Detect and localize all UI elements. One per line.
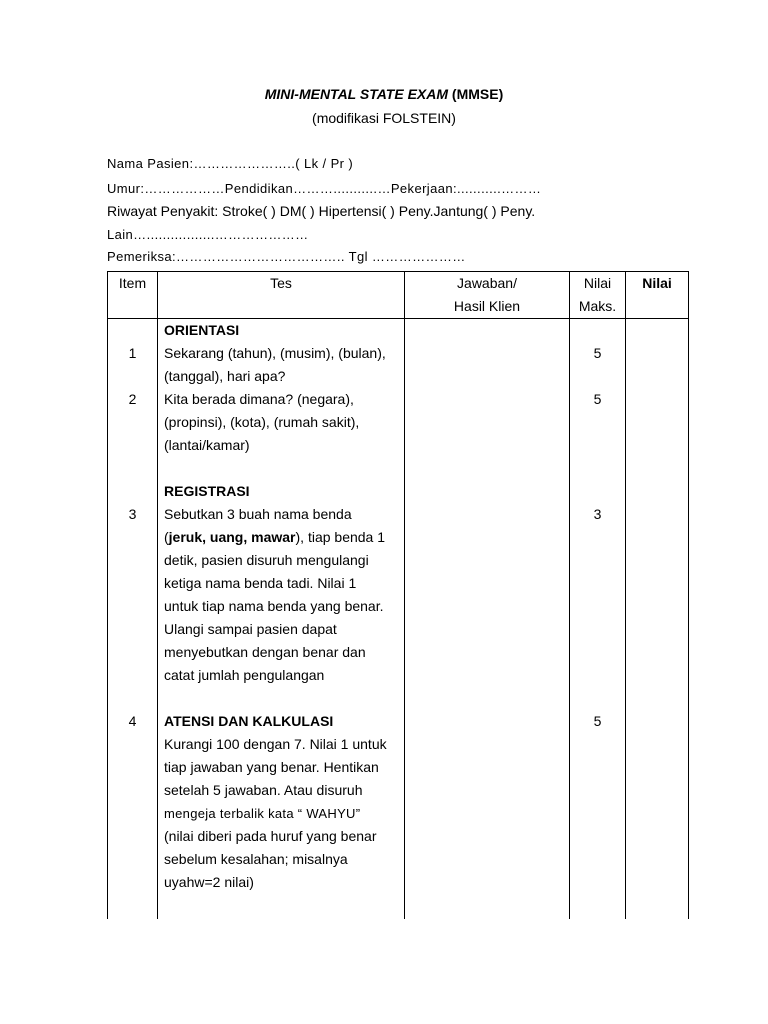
lain-line: Lain….................………………… [107,227,309,242]
header-jawaban: Jawaban/ Hasil Klien [405,272,570,319]
umur-line: Umur:………………Pendidikan………...........…Pekerjaan:...........……… [107,181,542,196]
header-nilai-maks: Nilai Maks. [570,272,626,319]
test-line: detik, pasien disuruh mengulangi [164,552,369,568]
test-line: (jeruk, uang, mawar), tiap benda 1 [164,529,386,545]
test-line: Ulangi sampai pasien dapat [164,621,337,637]
test-line: menyebutkan dengan benar dan [164,644,366,660]
header-nilai: Nilai [626,272,689,319]
item-number: 2 [128,391,137,407]
table-row [108,319,689,920]
test-line: (propinsi), (kota), (rumah sakit), [164,414,360,430]
item-column [108,319,158,920]
test-line: setelah 5 jawaban. Atau disuruh [164,782,363,798]
document-title [0,86,768,102]
section-orientasi: ORIENTASI [164,322,240,338]
test-line: ketiga nama benda tadi. Nilai 1 [164,575,357,591]
nilai-column[interactable] [626,319,689,920]
table-header-row [108,272,689,319]
test-line: Kita berada dimana? (negara), [164,391,354,407]
test-line: sebelum kesalahan; misalnya [164,851,348,867]
max-score: 5 [593,345,602,361]
item-number: 3 [128,506,137,522]
item-number: 4 [128,713,137,729]
test-line: (tanggal), hari apa? [164,368,286,384]
test-line: mengeja terbalik kata “ WAHYU” [164,806,361,821]
test-line: Sebutkan 3 buah nama benda [164,506,352,522]
document-subtitle: (modifikasi FOLSTEIN) [312,110,456,126]
title-rest: (MMSE) [448,86,504,102]
test-line: uyahw=2 nilai) [164,874,254,890]
tes-column [158,319,405,920]
riwayat-penyakit-line: Riwayat Penyakit: Stroke( ) DM( ) Hipertensi( ) Peny.Jantung( ) Peny. [107,203,536,219]
test-line: Sekarang (tahun), (musim), (bulan), [164,345,386,361]
test-line: (lantai/kamar) [164,437,250,453]
benda-list: jeruk, uang, mawar [168,529,296,545]
jawaban-column[interactable] [405,319,570,920]
header-item: Item [108,272,158,319]
test-line: untuk tiap nama benda yang benar. [164,598,384,614]
test-line: tiap jawaban yang benar. Hentikan [164,759,379,775]
header-tes: Tes [158,272,405,319]
mmse-table [107,271,689,919]
section-registrasi: REGISTRASI [164,483,250,499]
pemeriksa-line: Pemeriksa:……………………………….. Tgl ………………… [107,249,466,264]
test-line: (nilai diberi pada huruf yang benar [164,828,377,844]
max-score: 3 [593,506,602,522]
test-line: catat jumlah pengulangan [164,667,325,683]
max-score: 5 [593,391,602,407]
nama-pasien-line: Nama Pasien:…………………..( Lk / Pr ) [107,156,354,171]
section-atensi: ATENSI DAN KALKULASI [164,713,334,729]
max-score: 5 [593,713,602,729]
test-line: Kurangi 100 dengan 7. Nilai 1 untuk [164,736,387,752]
title-italic: MINI-MENTAL STATE EXAM [264,86,449,102]
item-number: 1 [128,345,137,361]
nilai-maks-column [570,319,626,920]
